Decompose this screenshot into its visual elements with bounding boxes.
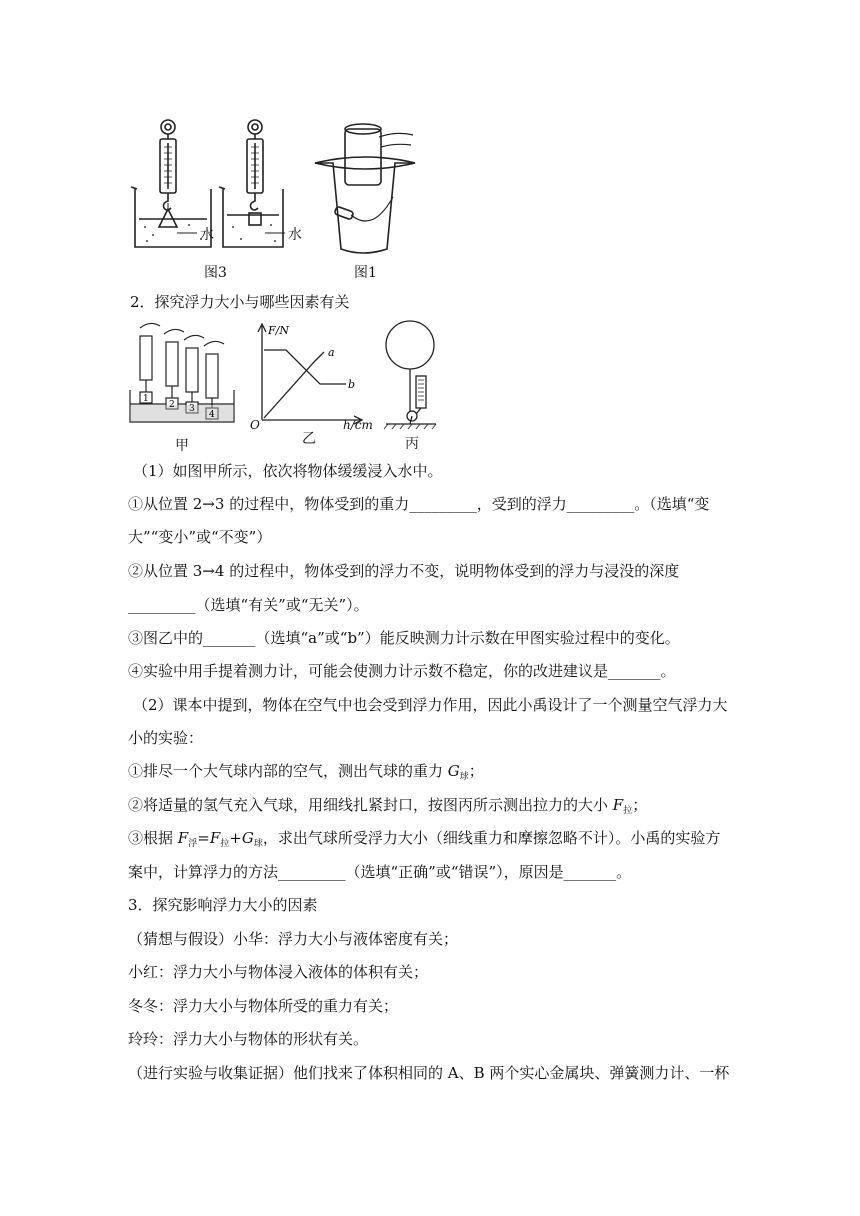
jia-box-2: 2: [169, 400, 175, 410]
q3-hypothesis-4: 玲玲：浮力大小与物体的形状有关。: [128, 1030, 369, 1048]
graph-ylabel: F/N: [268, 324, 289, 337]
q3-title: 3．探究影响浮力大小的因素: [128, 896, 318, 914]
figure-bing: [380, 320, 444, 432]
q2-item4: ④实验中用手提着测力计，可能会使测力计示数不稳定，你的改进建议是_______。: [128, 662, 676, 680]
step2-var: F: [612, 796, 624, 814]
curve-b-label: b: [348, 378, 356, 391]
q2-part2-line1: （2）课本中提到，物体在空气中也会受到浮力作用，因此小禹设计了一个测量空气浮力大: [133, 696, 728, 714]
jia-box-3: 3: [189, 404, 195, 414]
step2-text: ②将适量的氢气充入气球，用细线扎紧封口，按图丙所示测出拉力的大小: [128, 796, 609, 814]
step3-sub3: 球: [253, 839, 263, 849]
step3-sub1: 浮: [188, 839, 198, 849]
q2-item2-line1: ②从位置 3→4 的过程中，物体受到的浮力不变，说明物体受到的浮力与浸没的深度: [128, 562, 680, 580]
step1-sub: 球: [459, 772, 469, 782]
water-label-1: 水: [200, 227, 214, 243]
step1-end: ；: [468, 762, 484, 780]
q2-item1-line1: ①从位置 2→3 的过程中，物体受到的重力_________，受到的浮力_________。（选填“变: [128, 495, 710, 513]
step3-plus: +: [229, 829, 242, 847]
step2-sub: 拉: [623, 806, 633, 816]
q2-item2-line2: _________（选填“有关”或“无关”）。: [128, 596, 369, 614]
q2-title: 2．探究浮力大小与哪些因素有关: [130, 293, 350, 311]
water-label-2: 水: [288, 227, 302, 243]
q3-experiment: （进行实验与收集证据）他们找来了体积相同的 A、B 两个实心金属块、弹簧测力计、一杯: [128, 1064, 730, 1082]
jia-box-4: 4: [209, 410, 215, 420]
figure-1-caption: 图1: [354, 265, 377, 281]
graph-xlabel: h/cm: [343, 418, 373, 432]
q2-item3: ③图乙中的_______（选填“a”或“b”）能反映测力计示数在甲图实验过程中的变化。: [128, 629, 680, 647]
figure-jia: [128, 318, 236, 428]
step3-eq: =: [197, 829, 210, 847]
figure-3-caption: 图3: [204, 265, 227, 281]
q2-step2: [128, 794, 647, 822]
step3-f1: F: [177, 829, 189, 847]
step3-f2: F: [209, 829, 221, 847]
q2-part1-intro: （1）如图甲所示，依次将物体缓缓浸入水中。: [133, 462, 443, 480]
curve-a-label: a: [328, 346, 335, 359]
step3-g: G: [241, 829, 254, 847]
step3-sub2: 拉: [220, 839, 230, 849]
q3-hypothesis-3: 冬冬：浮力大小与物体所受的重力有关；: [128, 997, 399, 1015]
graph-origin: O: [250, 418, 260, 432]
step3-rest: ，求出气球所受浮力大小（细线重力和摩擦忽略不计）。小禹的实验方: [262, 829, 721, 847]
q2-item1-line2: 大”“变小”或“不变”）: [128, 528, 272, 546]
q2-step3-line1: [128, 827, 720, 855]
top-figure: [125, 115, 435, 285]
step1-var: G: [447, 762, 460, 780]
jia-box-1: 1: [143, 394, 149, 404]
caption-yi: 乙: [302, 431, 316, 447]
caption-jia: 甲: [175, 438, 189, 454]
step2-end: ；: [632, 796, 648, 814]
q3-hypothesis-1: （猜想与假设）小华：浮力大小与液体密度有关；: [128, 930, 459, 948]
step3-lead: ③根据: [128, 829, 174, 847]
q2-part2-line2: 小的实验：: [128, 729, 204, 747]
caption-bing: 丙: [405, 436, 419, 452]
q2-step3-line2: 案中，计算浮力的方法_________（选填“正确”或“错误”），原因是_______。: [128, 863, 632, 881]
q2-step1: [128, 760, 484, 788]
step1-text: ①排尽一个大气球内部的空气，测出气球的重力: [128, 762, 444, 780]
q3-hypothesis-2: 小红：浮力大小与物体浸入液体的体积有关；: [128, 963, 429, 981]
